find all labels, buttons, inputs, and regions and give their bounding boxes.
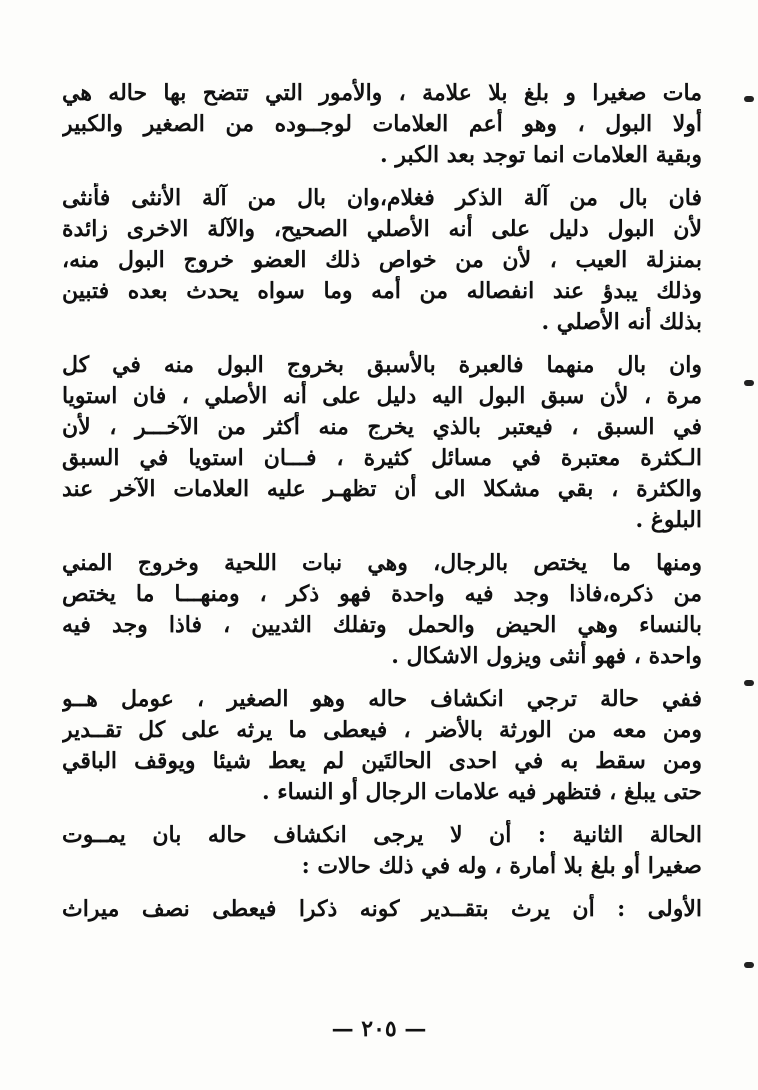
text-line: ومن معه من الورثة بالأضر ، فيعطى ما يرثه على كل تقــدير — [62, 717, 702, 743]
text-line: لأن البول دليل على أنه الأصلي الصحيح، والآلة الاخرى زائدة — [62, 216, 702, 242]
paragraph-3 — [62, 350, 702, 536]
margin-mark — [744, 680, 754, 686]
text-line: ومن سقط به في احدى الحالتَين لم يعط شيئا ويوقف الباقي — [62, 748, 702, 774]
text-line: بذلك أنه الأصلي . — [541, 309, 702, 335]
paragraph-5 — [62, 684, 702, 808]
text-line: والكثرة ، بقي مشكلا الى أن تظهـر عليه العلامات الآخر عند — [62, 476, 702, 502]
text-line: الـكثرة معتبرة في مسائل كثيرة ، فـــان استويا في السبق — [62, 445, 702, 471]
text-line: بمنزلة العيب ، لأن من خواص ذلك العضو خروج البول منه، — [62, 247, 702, 273]
text-line: وان بال منهما فالعبرة بالأسبق بخروج البول منه في كل — [62, 352, 702, 378]
text-line: من ذكره،فاذا وجد فيه واحدة فهو ذكر ، ومنهـــا ما يختص — [62, 581, 702, 607]
text-line: أولا البول ، وهو أعم العلامات لوجــوده من الصغير والكبير — [62, 111, 702, 137]
paragraph-2 — [62, 183, 702, 338]
text-line: الأولى : أن يرث بتقــدير كونه ذكرا فيعطى نصف ميراث — [62, 896, 702, 922]
text-line: البلوغ . — [635, 507, 702, 533]
page-number: — ٢٠٥ — — [331, 1016, 427, 1042]
page-body — [62, 78, 702, 937]
paragraph-7 — [62, 894, 702, 925]
text-line: صغيرا أو بلغ بلا أمارة ، وله في ذلك حالات : — [301, 853, 702, 879]
text-line: الحالة الثانية : أن لا يرجى انكشاف حاله بان يمــوت — [62, 822, 702, 848]
margin-mark — [744, 96, 754, 102]
text-line: ومنها ما يختص بالرجال، وهي نبات اللحية وخروج المني — [62, 550, 702, 576]
text-line: واحدة ، فهو أنثى ويزول الاشكال . — [391, 643, 702, 669]
margin-mark — [744, 380, 754, 386]
text-line: وذلك يبدؤ عند انفصاله من أمه وما سواه يحدث بعده فتبين — [62, 278, 702, 304]
paragraph-6 — [62, 820, 702, 882]
text-line: بالنساء وهي الحيض والحمل وتفلك الثديين ، فاذا وجد فيه — [62, 612, 702, 638]
text-line: مات صغيرا و بلغ بلا علامة ، والأمور التي تتضح بها حاله هي — [62, 80, 702, 106]
text-line: ففي حالة ترجي انكشاف حاله وهو الصغير ، عومل هــو — [62, 686, 702, 712]
text-line: حتى يبلغ ، فتظهر فيه علامات الرجال أو النساء . — [261, 779, 702, 805]
margin-mark — [744, 962, 754, 968]
text-line: في السبق ، فيعتبر بالذي يخرج منه أكثر من الآخـــر ، لأن — [62, 414, 702, 440]
text-line: فان بال من آلة الذكر فغلام،وان بال من آلة الأنثى فأنثى — [62, 185, 702, 211]
paragraph-1 — [62, 78, 702, 171]
paragraph-4 — [62, 548, 702, 672]
text-line: وبقية العلامات انما توجد بعد الكبر . — [380, 142, 702, 168]
text-line: مرة ، لأن سبق البول اليه دليل على أنه الأصلي ، فان استويا — [62, 383, 702, 409]
